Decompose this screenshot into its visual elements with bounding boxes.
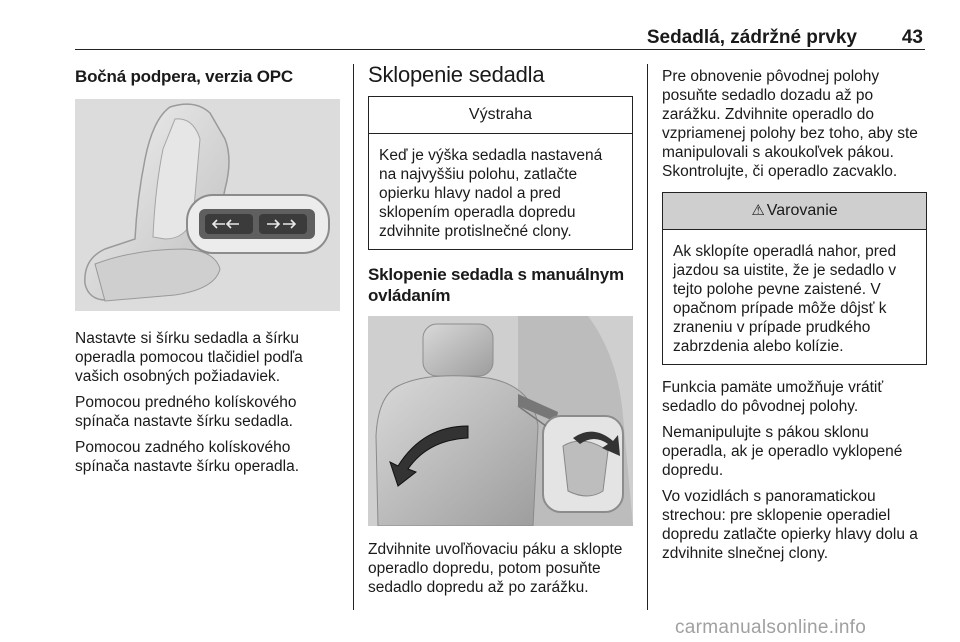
page-number: 43 [901,27,923,48]
paragraph: Vo vozidlách s panoramatickou strechou: pre sklopenie operadiel dopredu zatlačte opierky hlavy dolu a zdvihnite slnečnej clony. [662,488,918,562]
column-1 [75,62,340,476]
seat-fold-illustration [368,316,633,526]
warning-triangle-icon: ⚠ [751,202,765,219]
column-divider [647,64,648,610]
opc-seat-illustration [75,99,340,311]
caution-box [368,96,633,250]
paragraph: Nemanipulujte s pákou sklonu operadla, ak je operadlo vyklopené dopredu. [662,424,903,479]
paragraph: Pre obnovenie pôvodnej polohy posuňte sedadlo dozadu až po zarážku. Zdvihnite operadlo do vzpriamenej polohy bez toho, aby ste manipulovali s akoukoľvek pákou. Skontrolujte, či operadlo zacvaklo. [662,68,918,180]
warning-header [663,193,926,230]
subsection-heading: Sklopenie sedadla s manuálnym ovládaním [368,265,624,305]
paragraph: Zdvihnite uvoľňovaciu páku a sklopte operadlo dopredu, potom posuňte sedadlo dopredu až po zarážku. [368,541,623,596]
paragraph: Pomocou predného kolískového spínača nastavte šírku sedadla. [75,394,297,430]
paragraph: Pomocou zadného kolískového spínača nastavte šírku operadla. [75,439,300,475]
warning-text: Ak sklopíte operadlá nahor, pred jazdou sa uistite, že je sedadlo v tejto polohe pevne zaistené. V opačnom prípade môže dôjsť k zraneniu v prípade prudkého zabrzdenia alebo kolízie. [673,243,897,355]
seat-fold-figure [368,316,633,526]
caution-title: Výstraha [369,97,632,134]
warning-box [662,192,927,365]
column-3 [662,62,927,563]
paragraph: Funkcia pamäte umožňuje vrátiť sedadlo do pôvodnej polohy. [662,379,884,415]
section-heading: Bočná podpera, verzia OPC [75,67,293,86]
watermark: carmanualsonline.info [675,617,867,638]
caution-text: Keď je výška sedadla nastavená na najvyššiu polohu, zatlačte opierku hlavy nadol a pred sklopením operadla dopredu zdvihnite protislnečné clony. [379,147,603,240]
page-header [75,27,925,50]
column-2 [368,62,633,597]
paragraph: Nastavte si šírku sedadla a šírku operadla pomocou tlačidiel podľa vašich osobných požiadaviek. [75,330,303,385]
opc-seat-figure [75,99,340,311]
column-divider [353,64,354,610]
section-title: Sklopenie sedadla [368,62,545,87]
warning-title: Varovanie [766,202,838,219]
page-title: Sedadlá, zádržné prvky [646,27,857,48]
